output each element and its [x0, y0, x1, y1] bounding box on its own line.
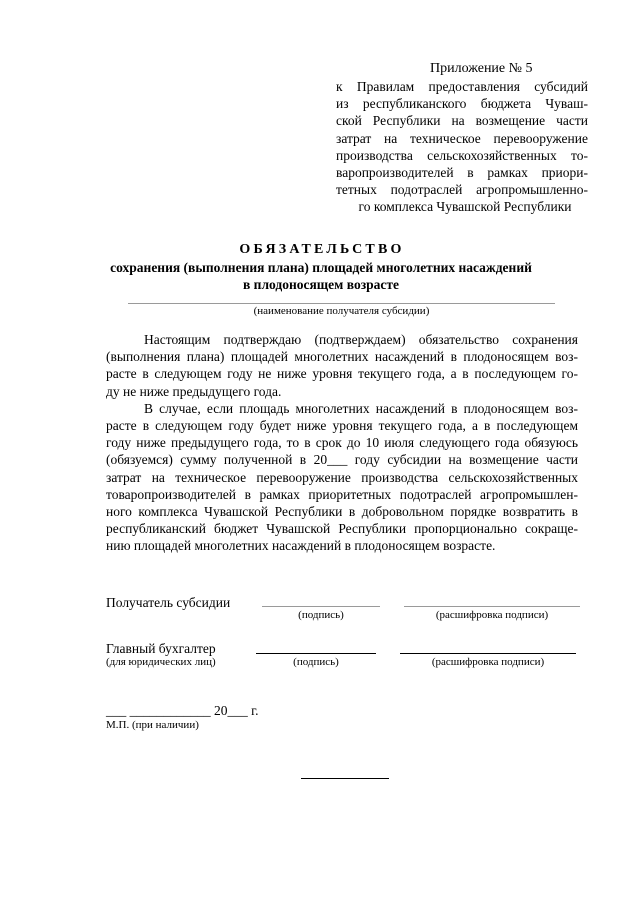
paragraph-line: (обязуемся) сумму полученной в 20___ году субсидии на возмещение части	[106, 452, 578, 468]
paragraph-line: затрат на техническое перевооружение производства сельскохозяйственных	[106, 469, 578, 485]
paragraph-line: В случае, если площадь многолетних насаждений в плодоносящем воз-	[144, 400, 578, 416]
paragraph-line: ного комплекса Чувашской Республики в добровольном порядке возвратить в	[106, 503, 578, 519]
paragraph-line: году ниже предыдущего года, то в срок до 10 июля следующего года обязуюсь	[106, 435, 578, 451]
appendix-heading: Приложение № 5	[430, 61, 533, 76]
paragraph-line: (выполнения плана) площадей многолетних насаждений в плодоносящем воз-	[106, 349, 578, 365]
appendix-line: к Правилам предоставления субсидий	[336, 79, 588, 94]
document-subtitle: в плодоносящем возрасте	[243, 277, 399, 292]
document-body	[106, 331, 578, 554]
paragraph-line: расте в следующем году будет ниже уровня текущего года, а в последующем	[106, 417, 578, 433]
stamp-note: М.П. (при наличии)	[106, 719, 199, 731]
decoding-caption: (расшифровка подписи)	[435, 609, 549, 621]
recipient-decoding-line	[404, 606, 580, 607]
appendix-line: тетных подотраслей агропромышленно-	[336, 182, 588, 198]
accountant-signature-line	[256, 653, 376, 654]
appendix-line: ской Республики на возмещение части	[336, 113, 588, 129]
recipient-caption: (наименование получателя субсидии)	[253, 305, 430, 317]
accountant-decoding-line	[400, 653, 576, 654]
appendix-line: из республиканского бюджета Чуваш-	[336, 96, 588, 112]
appendix-line: варопроизводителей в рамках приори-	[336, 164, 588, 180]
recipient-signature-line	[262, 606, 380, 607]
signature-caption: (подпись)	[293, 656, 339, 668]
footer-separator	[301, 778, 389, 779]
document-title: ОБЯЗАТЕЛЬСТВО	[239, 242, 405, 257]
paragraph-line: Настоящим подтверждаю (подтверждаем) обязательство сохранения	[144, 332, 578, 347]
appendix-line: производства сельскохозяйственных то-	[336, 147, 588, 163]
appendix-line: затрат на техническое перевооружение	[336, 130, 588, 146]
signature-caption: (подпись)	[298, 609, 344, 621]
decoding-caption: (расшифровка подписи)	[431, 656, 545, 668]
accountant-note: (для юридических лиц)	[106, 656, 216, 668]
recipient-label: Получатель субсидии	[106, 595, 231, 610]
date-line: ___ ____________ 20___ г.	[106, 703, 259, 718]
accountant-label: Главный бухгалтер	[106, 641, 216, 656]
paragraph-line: ду не ниже предыдущего года.	[106, 383, 282, 399]
appendix-line: го комплекса Чувашской Республики	[358, 199, 572, 215]
appendix-reference	[336, 78, 588, 216]
paragraph-line: республиканский бюджет Чувашской Республики пропорционально сокраще-	[106, 521, 578, 537]
paragraph-line: расте в следующем году не ниже уровня текущего года, а в последующем го-	[106, 366, 578, 382]
paragraph-line: нию площадей многолетних насаждений в плодоносящем возрасте.	[106, 538, 496, 554]
document-subtitle: сохранения (выполнения плана) площадей многолетних насаждений	[110, 260, 532, 275]
paragraph-line: товаропроизводителей в рамках приоритетных подотраслей агропромышлен-	[106, 486, 578, 502]
